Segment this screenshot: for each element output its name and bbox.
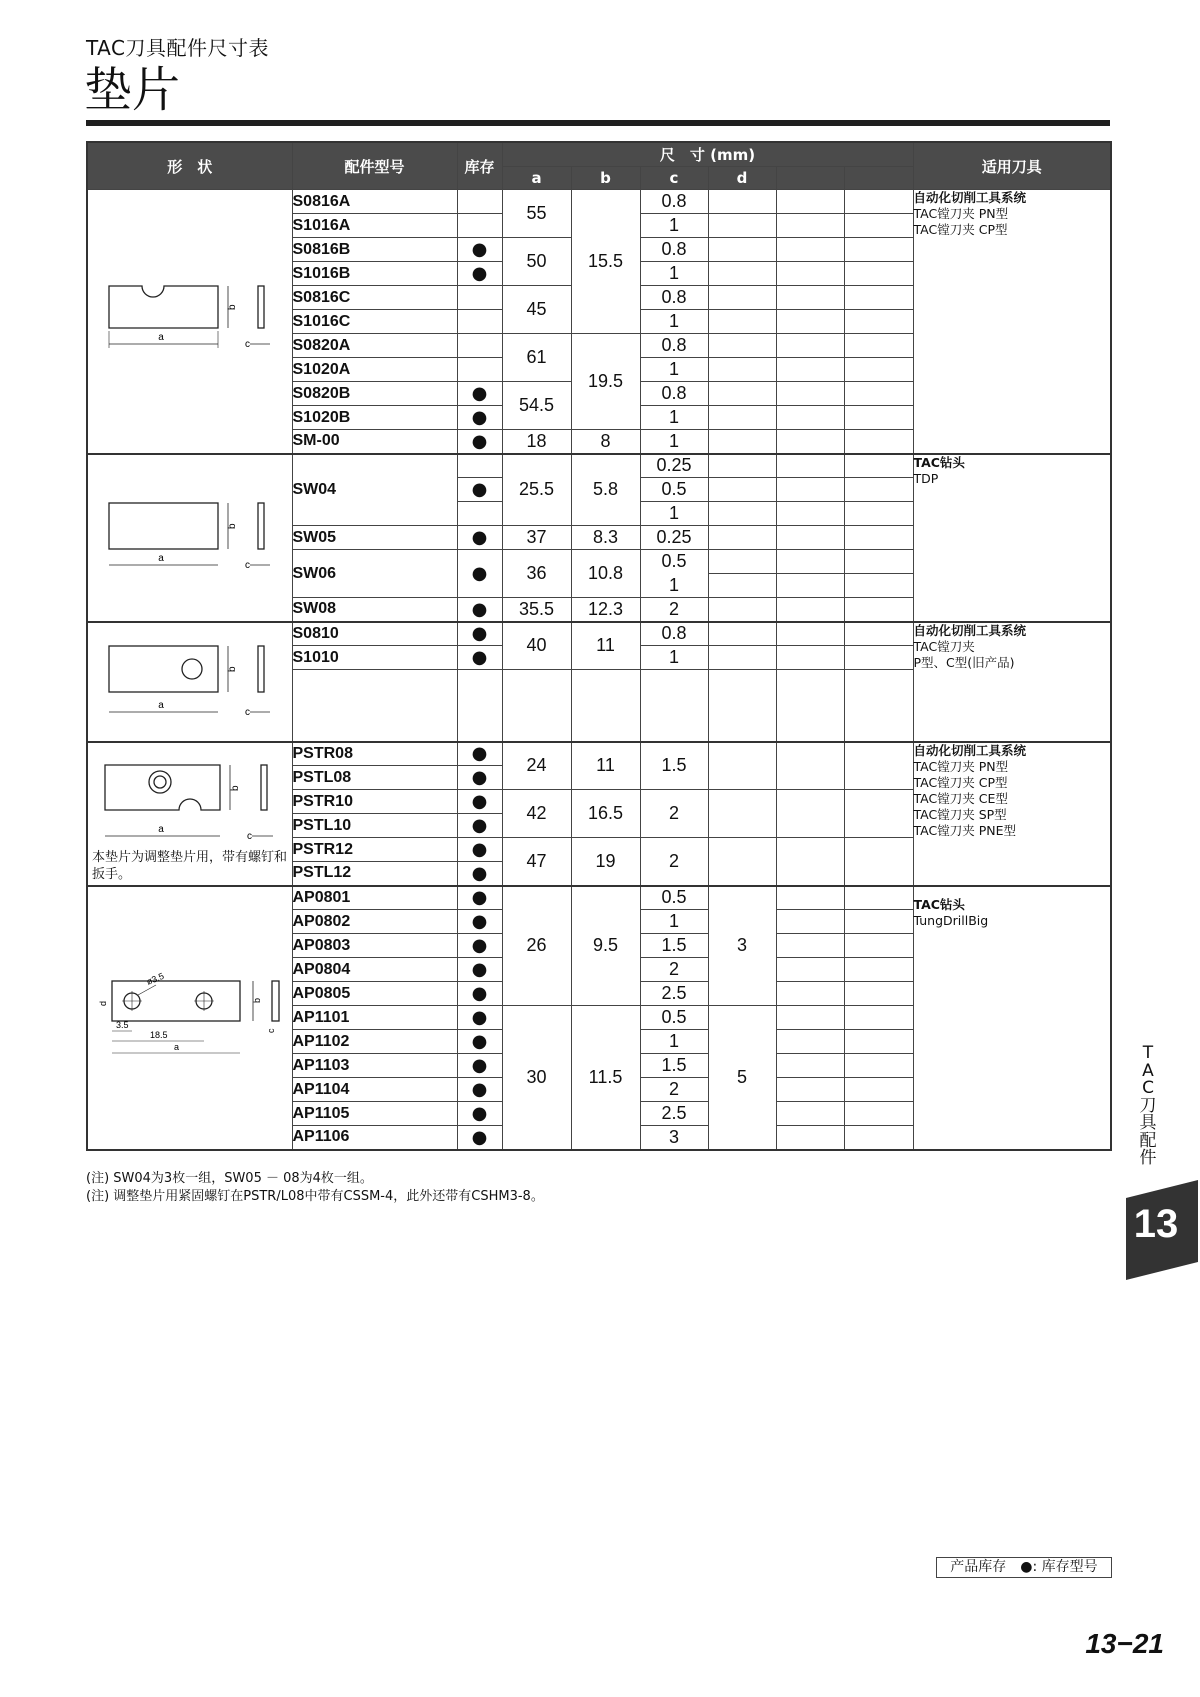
svg-text:a: a: [157, 823, 164, 835]
stock-mark: ●: [457, 406, 502, 430]
part-number: S0810: [292, 622, 457, 646]
applicable-tools: TAC钻头 TungDrillBig: [913, 886, 1111, 1150]
stock-mark: ●: [457, 838, 502, 862]
part-number: SW05: [292, 526, 457, 550]
part-number: SW08: [292, 598, 457, 622]
table-row: AP1106 ● 3: [87, 1126, 1111, 1150]
dim-c: 1: [640, 310, 708, 334]
dim-b: 11.5: [571, 1006, 640, 1150]
dim-c: 0.5: [640, 478, 708, 502]
svg-text:b: b: [226, 304, 238, 311]
dim-a: 40: [502, 622, 571, 670]
applicable-tools: 自动化切削工具系统 TAC镗刀夹 PN型 TAC镗刀夹 CP型 TAC镗刀夹 CE型 TAC镗刀夹 SP型 TAC镗刀夹 PNE型: [913, 742, 1111, 886]
part-number: S0816C: [292, 286, 457, 310]
table-row: AP1103 ● 1.5: [87, 1054, 1111, 1078]
svg-text:b: b: [251, 997, 262, 1003]
part-number: S1020B: [292, 406, 457, 430]
part-number: S1016A: [292, 214, 457, 238]
svg-text:b: b: [229, 784, 241, 791]
svg-text:b: b: [226, 522, 238, 529]
svg-text:c: c: [246, 830, 252, 842]
header-d: d: [708, 167, 776, 190]
stock-mark: ●: [457, 478, 502, 502]
stock-mark: ●: [457, 382, 502, 406]
header-blank-1: [776, 167, 844, 190]
page-subtitle: TAC刀具配件尺寸表: [86, 36, 269, 60]
plain-shim-drawing: [95, 493, 285, 583]
section-number-tab: [1126, 1180, 1198, 1280]
footnote: (注) 调整垫片用紧固螺钉在PSTR/L08中带有CSSM-4，此外还带有CSHM3-8。: [86, 1189, 544, 1204]
dim-b: 10.8: [571, 550, 640, 598]
svg-text:c: c: [244, 559, 250, 571]
shape-note: 本垫片为调整垫片用，带有螺钉和扳手。: [92, 849, 288, 882]
dim-c: 1.5: [640, 742, 708, 790]
svg-text:a: a: [157, 332, 164, 344]
dim-b: 5.8: [571, 454, 640, 526]
stock-mark: ●: [457, 814, 502, 838]
table-row: AP0805 ● 2.5: [87, 982, 1111, 1006]
dim-a: 55: [502, 190, 571, 238]
dim-c: 0.8: [640, 190, 708, 214]
part-number: PSTR08: [292, 742, 457, 766]
shape-two-hole-shim: [87, 886, 292, 1150]
dim-a: 25.5: [502, 454, 571, 526]
part-number: PSTL10: [292, 814, 457, 838]
two-hole-shim-drawing: [90, 963, 290, 1073]
title-rule: [86, 120, 1110, 126]
svg-text:a: a: [173, 1041, 179, 1052]
part-number: S0816A: [292, 190, 457, 214]
dim-c: 1: [640, 574, 708, 598]
section-number: 13: [1133, 1202, 1179, 1246]
dim-a: 18: [502, 430, 571, 454]
dim-c: 2: [640, 598, 708, 622]
dim-c: 0.8: [640, 238, 708, 262]
shape-hole-shim: [87, 622, 292, 742]
dim-b: 11: [571, 622, 640, 670]
header-applicable-tools: 适用刀具: [913, 142, 1111, 190]
part-number: PSTL08: [292, 766, 457, 790]
part-number: S1010: [292, 646, 457, 670]
dim-c: 0.8: [640, 334, 708, 358]
dim-a: 45: [502, 286, 571, 334]
dim-c: 1: [640, 646, 708, 670]
table-row: AP0804 ● 2: [87, 958, 1111, 982]
dim-c: 1: [640, 262, 708, 286]
page-number: 13−21: [1085, 1628, 1164, 1659]
dim-b: 8.3: [571, 526, 640, 550]
part-number: S1016B: [292, 262, 457, 286]
dim-c: 0.25: [640, 454, 708, 478]
svg-text:d: d: [97, 1000, 108, 1006]
stock-mark: ●: [457, 766, 502, 790]
table-row: [87, 454, 1111, 478]
pitch-dimension: 18.5: [149, 1029, 168, 1040]
stock-mark: ●: [457, 622, 502, 646]
hole-dimension: ø3.5: [144, 970, 166, 987]
dim-b: 12.3: [571, 598, 640, 622]
stock-mark: ●: [457, 790, 502, 814]
dim-c: 1: [640, 214, 708, 238]
svg-text:b: b: [226, 665, 238, 672]
header-c: c: [640, 167, 708, 190]
dim-c: 0.8: [640, 382, 708, 406]
dim-c: 0.5: [640, 550, 708, 574]
header-b: b: [571, 167, 640, 190]
applicable-tools: TAC钻头 TDP: [913, 454, 1111, 622]
adjust-shim-drawing: [95, 753, 285, 849]
stock-mark: ●: [457, 526, 502, 550]
dim-c: 0.5: [640, 886, 708, 910]
stock-mark: [457, 334, 502, 358]
stock-mark: [457, 358, 502, 382]
stock-mark: ●: [457, 862, 502, 886]
dim-c: 1: [640, 502, 708, 526]
part-number: PSTR12: [292, 838, 457, 862]
svg-text:a: a: [157, 552, 164, 564]
dim-a: 30: [502, 1006, 571, 1150]
dim-c: 1: [640, 358, 708, 382]
dim-b: 8: [571, 430, 640, 454]
dim-a: 36: [502, 550, 571, 598]
offset-dimension: 3.5: [115, 1019, 129, 1030]
stock-mark: ●: [457, 430, 502, 454]
header-shape: 形 状: [87, 142, 292, 190]
section-tab-label: TAC刀具配件: [1139, 1043, 1157, 1168]
stock-mark: [457, 286, 502, 310]
svg-text:c: c: [244, 339, 250, 351]
dim-a: 61: [502, 334, 571, 382]
part-number: AP0801: [292, 886, 457, 910]
dim-c: 0.8: [640, 286, 708, 310]
part-number: S0816B: [292, 238, 457, 262]
applicable-tools: 自动化切削工具系统 TAC镗刀夹 PN型 TAC镗刀夹 CP型: [913, 190, 1111, 454]
dim-d: 3: [708, 886, 776, 1006]
dim-c: 2: [640, 790, 708, 838]
part-number: PSTR10: [292, 790, 457, 814]
stock-mark: ●: [457, 262, 502, 286]
hole-shim-drawing: [95, 632, 285, 732]
part-number: PSTL12: [292, 862, 457, 886]
stock-mark: [457, 310, 502, 334]
stock-mark: ●: [457, 238, 502, 262]
dim-c: 1: [640, 406, 708, 430]
part-number: SW06: [292, 550, 457, 598]
part-number: S0820B: [292, 382, 457, 406]
header-a: a: [502, 167, 571, 190]
notched-shim-drawing: [95, 276, 285, 366]
footnote: (注) SW04为3枚一组，SW05 － 08为4枚一组。: [86, 1171, 373, 1186]
table-row: AP0803 ● 1.5: [87, 934, 1111, 958]
table-row: AP1104 ● 2: [87, 1078, 1111, 1102]
dim-c: 1: [640, 430, 708, 454]
dim-a: 35.5: [502, 598, 571, 622]
stock-mark: ●: [457, 550, 502, 598]
table-row: AP1101 ● 30 11.5 0.5 5: [87, 1006, 1111, 1030]
shape-notched-shim: [87, 190, 292, 454]
part-number: S0820A: [292, 334, 457, 358]
header-stock: 库存: [457, 142, 502, 190]
part-number: SW04: [292, 454, 457, 526]
dim-b: 19: [571, 838, 640, 886]
shim-dimension-table: [86, 141, 1112, 1151]
part-number: SM-00: [292, 430, 457, 454]
svg-text:a: a: [157, 699, 164, 711]
page-title: 垫片: [84, 62, 181, 118]
svg-text:c: c: [265, 1028, 276, 1033]
stock-mark: ●: [457, 742, 502, 766]
header-part-number: 配件型号: [292, 142, 457, 190]
part-number: S1016C: [292, 310, 457, 334]
dim-a: 54.5: [502, 382, 571, 430]
dim-b: 15.5: [571, 190, 640, 334]
header-dimensions: 尺 寸 (mm): [502, 142, 913, 167]
dim-b: 16.5: [571, 790, 640, 838]
shape-adjust-shim: [87, 742, 292, 886]
table-row: AP1105 ● 2.5: [87, 1102, 1111, 1126]
table-row: AP1102 ● 1: [87, 1030, 1111, 1054]
dim-d: 5: [708, 1006, 776, 1150]
svg-text:c: c: [244, 706, 250, 718]
dim-c: 2: [640, 838, 708, 886]
part-number: S1020A: [292, 358, 457, 382]
dim-a: 42: [502, 790, 571, 838]
dim-a: 26: [502, 886, 571, 1006]
stock-legend: 产品库存 ●: 库存型号: [936, 1557, 1112, 1578]
dim-c: 0.25: [640, 526, 708, 550]
table-row: [87, 886, 1111, 910]
dim-b: 19.5: [571, 334, 640, 430]
shape-plain-shim: [87, 454, 292, 622]
table-row: [87, 622, 1111, 646]
dim-a: 37: [502, 526, 571, 550]
applicable-tools: 自动化切削工具系统 TAC镗刀夹 P型、C型(旧产品): [913, 622, 1111, 742]
stock-mark: ●: [457, 646, 502, 670]
stock-mark: ●: [457, 598, 502, 622]
dim-a: 24: [502, 742, 571, 790]
stock-mark: [457, 190, 502, 214]
dim-c: 0.8: [640, 622, 708, 646]
stock-mark: ●: [457, 886, 502, 910]
dim-a: 50: [502, 238, 571, 286]
dim-b: 11: [571, 742, 640, 790]
dim-a: 47: [502, 838, 571, 886]
stock-mark: [457, 214, 502, 238]
header-blank-2: [844, 167, 913, 190]
table-row: AP0802 ● 1: [87, 910, 1111, 934]
table-row: [87, 742, 1111, 766]
footnotes: [86, 1170, 544, 1206]
dim-b: 9.5: [571, 886, 640, 1006]
table-row: [87, 190, 1111, 214]
